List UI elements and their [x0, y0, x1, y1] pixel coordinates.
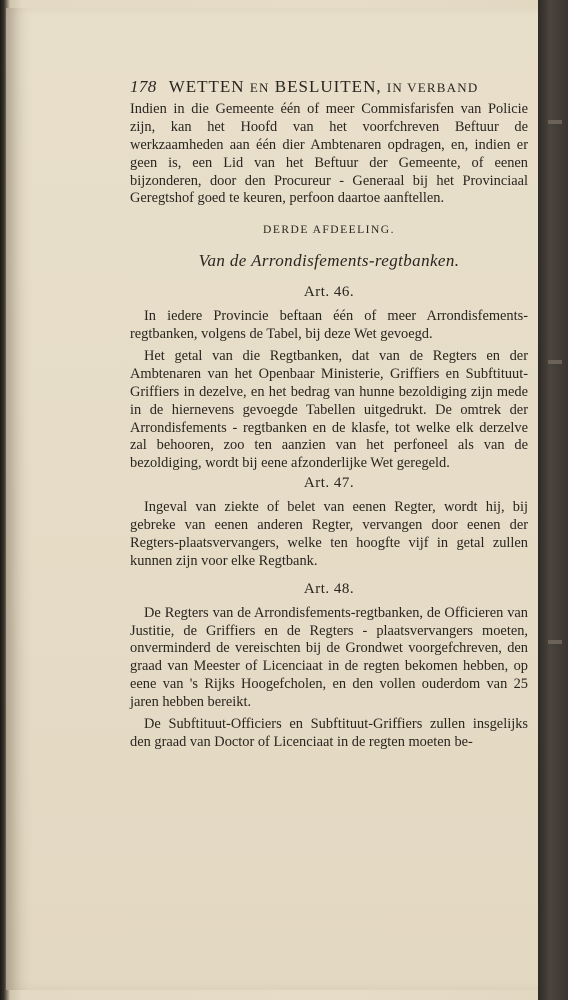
article-heading: Art. 47. [303, 475, 355, 492]
article-paragraph: Het getal van die Regtbanken, dat van de Regters en der Ambtenaren van het Openbaar Ministerie, Griffiers en Subftituut-Griffiers in dezelve, en het bedrag van hunne bezoldiging zijn mede in de hiernevens gevoegde Tabellen uitgedrukt. De omtrek der Arrondisfements - regtbanken en de klasfe, tot welke elk derzelve zal behooren, zoo ten aanzien van het perfoneel als van de bezoldiging, wordt bij eene afzonderlijke Wet geregeld. [130, 347, 528, 472]
article-paragraph: In iedere Provincie beftaan één of meer Arrondisfements-regtbanken, volgens de Tabel, bij deze Wet gevoegd. [130, 308, 528, 342]
section-heading: DERDE AFDEELING. [263, 224, 395, 237]
running-title: WETTEN EN BESLUITEN, IN VERBAND [168, 77, 479, 96]
article-paragraph: De Subftituut-Officiers en Subftituut-Griffiers zullen insgelijks den graad van Doctor of Licenciaat in de regten moeten be- [130, 716, 528, 750]
intro-paragraph: Indien in die Gemeente één of meer Commisfarisfen van Policie zijn, kan het Hoofd van het voorfchreven Beftuur de werkzaamheden aan één dier Ambtenaren opdragen, en, indien er geen is, een Lid van het Beftuur der Gemeente, of eenen bijzonderen, door den Procureur - Generaal bij het Provinciaal Geregtshof goed te keuren, perfoon daartoe aanftellen. [130, 100, 528, 207]
article-paragraph: De Regters van de Arrondisfements-regtbanken, de Officieren van Justitie, de Griffiers en de Regters - plaatsvervangers moeten, onverminderd de vereischten bij de Grondwet voorgefchreven, den graad van Meester of Licenciaat in de regten bekomen hebben, op eene van 's Rijks Hoogefcholen, en den vollen ouderdom van 25 jaren hebben bereikt. [130, 604, 528, 711]
article-heading: Art. 46. [303, 284, 355, 301]
page-text [130, 78, 528, 752]
article-heading: Art. 48. [303, 580, 355, 597]
running-header [130, 78, 528, 97]
book-edge [538, 0, 568, 1000]
edge-mark [548, 640, 562, 644]
article-paragraph: Ingeval van ziekte of belet van eenen Regter, wordt hij, bij gebreke van eenen anderen Regter, vervangen door eenen der Regters-plaatsvervangers, welke ten hoogfte vijf in getal zullen kunnen zijn voor elke Regtbank. [130, 499, 528, 569]
edge-mark [548, 360, 562, 364]
section-title: Van de Arrondisfements-regtbanken. [198, 251, 460, 271]
edge-mark [548, 120, 562, 124]
page-number: 178 [130, 77, 157, 96]
